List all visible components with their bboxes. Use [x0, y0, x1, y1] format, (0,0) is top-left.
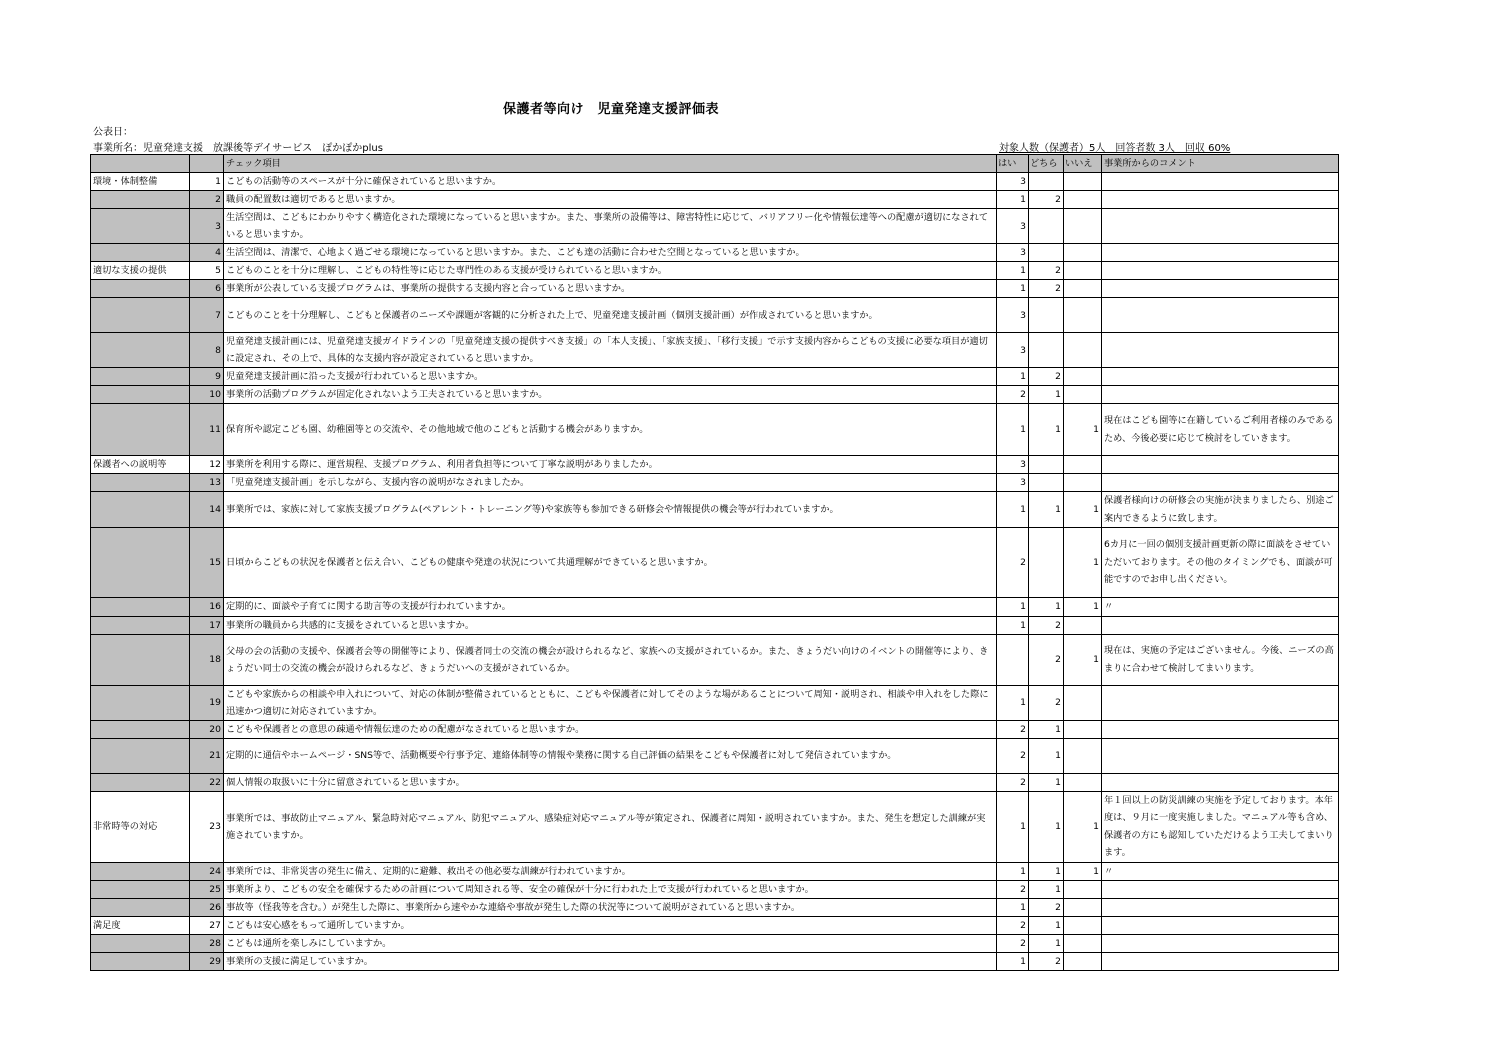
row-check-item: 定期的に通信やホームページ・SNS等で、活動概要や行事予定、連絡体制等の情報や業務に関する自己評価の結果をこどもや保護者に対して発信されていますか。	[224, 738, 997, 773]
row-neutral-count: 2	[1029, 616, 1064, 634]
row-neutral-count: 1	[1029, 917, 1064, 935]
table-row	[91, 173, 1339, 191]
row-no-count: 1	[1064, 528, 1102, 598]
row-number: 20	[190, 720, 224, 738]
header-neutral: どちら	[1029, 155, 1064, 173]
row-check-item: 生活空間は、こどもにわかりやすく構造化された環境になっていると思いますか。また、事業所の設備等は、障害特性に応じて、バリアフリー化や情報伝達等への配慮が適切になされていると思いますか。	[224, 209, 997, 244]
row-no-count: 1	[1064, 598, 1102, 617]
row-number: 21	[190, 738, 224, 773]
row-number: 24	[190, 862, 224, 881]
row-neutral-count: 2	[1029, 899, 1064, 917]
row-no-count: 1	[1064, 791, 1102, 862]
row-yes-count: 1	[997, 598, 1029, 617]
table-row	[91, 404, 1339, 456]
table-row	[91, 953, 1339, 971]
row-no-count	[1064, 280, 1102, 298]
row-comment	[1102, 738, 1339, 773]
header-comment: 事業所からのコメント	[1102, 155, 1339, 173]
row-neutral-count: 1	[1029, 935, 1064, 953]
row-yes-count: 2	[997, 720, 1029, 738]
row-no-count	[1064, 881, 1102, 899]
row-yes-count	[997, 634, 1029, 685]
row-yes-count: 3	[997, 474, 1029, 492]
row-yes-count: 2	[997, 386, 1029, 404]
row-neutral-count	[1029, 528, 1064, 598]
row-number: 1	[190, 173, 224, 191]
row-no-count	[1064, 244, 1102, 262]
row-yes-count: 1	[997, 616, 1029, 634]
row-no-count	[1064, 720, 1102, 738]
row-comment: 現在はこども園等に在籍しているご利用者様のみであるため、今後必要に応じて検討をしていきます。	[1102, 404, 1339, 456]
row-category	[91, 634, 190, 685]
table-row	[91, 474, 1339, 492]
row-comment	[1102, 881, 1339, 899]
row-no-count	[1064, 386, 1102, 404]
row-check-item: 事業所では、非常災害の発生に備え、定期的に避難、救出その他必要な訓練が行われていますか。	[224, 862, 997, 881]
row-number: 22	[190, 773, 224, 791]
row-category	[91, 244, 190, 262]
table-row	[91, 634, 1339, 685]
table-row	[91, 492, 1339, 528]
row-yes-count: 1	[997, 404, 1029, 456]
row-number: 4	[190, 244, 224, 262]
row-neutral-count: 1	[1029, 386, 1064, 404]
table-row	[91, 616, 1339, 634]
table-header	[91, 155, 1339, 173]
row-comment: 6カ月に一回の個別支援計画更新の際に面談をさせていただいております。その他のタイミングでも、面談が可能ですのでお申し出ください。	[1102, 528, 1339, 598]
row-yes-count: 3	[997, 244, 1029, 262]
row-neutral-count: 2	[1029, 191, 1064, 209]
row-comment	[1102, 298, 1339, 333]
row-no-count	[1064, 738, 1102, 773]
row-yes-count: 2	[997, 935, 1029, 953]
row-comment: 〃	[1102, 862, 1339, 881]
row-neutral-count: 1	[1029, 492, 1064, 528]
row-yes-count: 1	[997, 492, 1029, 528]
row-yes-count: 1	[997, 685, 1029, 720]
table-row	[91, 262, 1339, 280]
row-no-count: 1	[1064, 862, 1102, 881]
row-comment	[1102, 333, 1339, 368]
row-comment	[1102, 685, 1339, 720]
header-no: いいえ	[1064, 155, 1102, 173]
row-comment	[1102, 935, 1339, 953]
table-row	[91, 456, 1339, 474]
row-category	[91, 386, 190, 404]
table-row	[91, 209, 1339, 244]
row-check-item: 事業所の職員から共感的に支援をされていると思いますか。	[224, 616, 997, 634]
row-category	[91, 899, 190, 917]
table-row	[91, 298, 1339, 333]
header-item: チェック項目	[224, 155, 997, 173]
response-counts: 対象人数（保護者）5人 回答者数 3人 回収 60%	[999, 143, 1231, 154]
row-check-item: こどもの活動等のスペースが十分に確保されていると思いますか。	[224, 173, 997, 191]
row-no-count	[1064, 191, 1102, 209]
row-no-count	[1064, 917, 1102, 935]
row-category	[91, 738, 190, 773]
row-comment: 現在は、実施の予定はございません。今後、ニーズの高まりに合わせて検討してまいります。	[1102, 634, 1339, 685]
row-check-item: 保育所や認定こども園、幼稚園等との交流や、その他地域で他のこどもと活動する機会がありますか。	[224, 404, 997, 456]
row-comment	[1102, 209, 1339, 244]
row-number: 13	[190, 474, 224, 492]
row-neutral-count	[1029, 173, 1064, 191]
row-neutral-count: 2	[1029, 685, 1064, 720]
row-number: 6	[190, 280, 224, 298]
row-no-count: 1	[1064, 404, 1102, 456]
row-number: 12	[190, 456, 224, 474]
row-check-item: こどものことを十分理解し、こどもと保護者のニーズや課題が客観的に分析された上で、児童発達支援計画（個別支援計画）が作成されていると思いますか。	[224, 298, 997, 333]
row-category	[91, 773, 190, 791]
table-row	[91, 917, 1339, 935]
row-neutral-count	[1029, 474, 1064, 492]
row-neutral-count: 1	[1029, 720, 1064, 738]
row-category: 適切な支援の提供	[91, 262, 190, 280]
row-category	[91, 685, 190, 720]
row-category	[91, 720, 190, 738]
row-category	[91, 953, 190, 971]
row-number: 14	[190, 492, 224, 528]
table-row	[91, 528, 1339, 598]
table-row	[91, 881, 1339, 899]
row-neutral-count: 2	[1029, 280, 1064, 298]
publication-date: 公表日：	[93, 127, 133, 138]
row-number: 10	[190, 386, 224, 404]
row-no-count	[1064, 685, 1102, 720]
row-check-item: こどもや保護者との意思の疎通や情報伝達のための配慮がなされていると思いますか。	[224, 720, 997, 738]
row-number: 11	[190, 404, 224, 456]
row-no-count	[1064, 262, 1102, 280]
table-row	[91, 685, 1339, 720]
row-neutral-count: 2	[1029, 262, 1064, 280]
row-check-item: こどもは安心感をもって通所していますか。	[224, 917, 997, 935]
row-yes-count: 2	[997, 881, 1029, 899]
row-yes-count: 3	[997, 209, 1029, 244]
row-neutral-count	[1029, 456, 1064, 474]
table-row	[91, 368, 1339, 386]
row-number: 8	[190, 333, 224, 368]
row-category	[91, 333, 190, 368]
row-no-count	[1064, 935, 1102, 953]
row-category	[91, 298, 190, 333]
table-row	[91, 386, 1339, 404]
row-no-count	[1064, 616, 1102, 634]
row-yes-count: 2	[997, 528, 1029, 598]
row-number: 17	[190, 616, 224, 634]
table-row	[91, 720, 1339, 738]
table-row	[91, 598, 1339, 617]
row-category	[91, 209, 190, 244]
row-check-item: こどものことを十分に理解し、こどもの特性等に応じた専門性のある支援が受けられていると思いますか。	[224, 262, 997, 280]
table-row	[91, 244, 1339, 262]
row-category	[91, 404, 190, 456]
row-neutral-count: 2	[1029, 368, 1064, 386]
row-yes-count: 2	[997, 773, 1029, 791]
row-check-item: 定期的に、面談や子育てに関する助言等の支援が行われていますか。	[224, 598, 997, 617]
row-yes-count: 3	[997, 456, 1029, 474]
row-check-item: 事業所が公表している支援プログラムは、事業所の提供する支援内容と合っていると思いますか。	[224, 280, 997, 298]
row-yes-count: 1	[997, 899, 1029, 917]
row-neutral-count: 1	[1029, 598, 1064, 617]
row-comment	[1102, 368, 1339, 386]
row-category	[91, 492, 190, 528]
row-yes-count: 1	[997, 280, 1029, 298]
row-category	[91, 280, 190, 298]
row-neutral-count: 1	[1029, 738, 1064, 773]
row-no-count	[1064, 953, 1102, 971]
table-row	[91, 191, 1339, 209]
row-category: 保護者への説明等	[91, 456, 190, 474]
header-number	[190, 155, 224, 173]
row-comment	[1102, 173, 1339, 191]
row-yes-count: 1	[997, 262, 1029, 280]
table-row	[91, 935, 1339, 953]
row-comment	[1102, 262, 1339, 280]
facility-name: 事業所名：児童発達支援 放課後等デイサービス ぽかぽかplus	[93, 143, 383, 154]
row-comment	[1102, 917, 1339, 935]
row-check-item: 児童発達支援計画には、児童発達支援ガイドラインの「児童発達支援の提供すべき支援」の「本人支援」、「家族支援」、「移行支援」で示す支援内容からこどもの支援に必要な項目が適切に設定され、その上で、具体的な支援内容が設定されていると思いますか。	[224, 333, 997, 368]
table-row	[91, 738, 1339, 773]
row-neutral-count	[1029, 209, 1064, 244]
row-category: 非常時等の対応	[91, 791, 190, 862]
row-neutral-count: 1	[1029, 881, 1064, 899]
row-comment	[1102, 191, 1339, 209]
row-neutral-count	[1029, 333, 1064, 368]
row-number: 29	[190, 953, 224, 971]
row-no-count	[1064, 456, 1102, 474]
row-number: 15	[190, 528, 224, 598]
table-row	[91, 280, 1339, 298]
row-comment: 年１回以上の防災訓練の実施を予定しております。本年度は、９月に一度実施しました。マニュアル等も含め、保護者の方にも認知していただけるよう工夫してまいります。	[1102, 791, 1339, 862]
row-check-item: 日頃からこどもの状況を保護者と伝え合い、こどもの健康や発達の状況について共通理解ができていると思いますか。	[224, 528, 997, 598]
row-no-count	[1064, 209, 1102, 244]
row-category	[91, 191, 190, 209]
row-comment	[1102, 456, 1339, 474]
row-comment: 保護者様向けの研修会の実施が決まりましたら、別途ご案内できるように致します。	[1102, 492, 1339, 528]
row-number: 18	[190, 634, 224, 685]
row-yes-count: 1	[997, 191, 1029, 209]
row-check-item: こどもや家族からの相談や申入れについて、対応の体制が整備されているとともに、こどもや保護者に対してそのような場があることについて周知・説明され、相談や申入れをした際に迅速かつ適切に対応されていますか。	[224, 685, 997, 720]
row-check-item: 父母の会の活動の支援や、保護者会等の開催等により、保護者同士の交流の機会が設けられるなど、家族への支援がされているか。また、きょうだい向けのイベントの開催等により、きょうだい同士の交流の機会が設けられるなど、きょうだいへの支援がされているか。	[224, 634, 997, 685]
row-no-count: 1	[1064, 492, 1102, 528]
row-check-item: 事業所では、事故防止マニュアル、緊急時対応マニュアル、防犯マニュアル、感染症対応マニュアル等が策定され、保護者に周知・説明されていますか。また、発生を想定した訓練が実施されていますか。	[224, 791, 997, 862]
row-no-count	[1064, 298, 1102, 333]
row-comment	[1102, 244, 1339, 262]
row-number: 5	[190, 262, 224, 280]
row-category	[91, 616, 190, 634]
row-yes-count: 1	[997, 791, 1029, 862]
row-number: 2	[190, 191, 224, 209]
row-category: 満足度	[91, 917, 190, 935]
table-row	[91, 773, 1339, 791]
row-check-item: 生活空間は、清潔で、心地よく過ごせる環境になっていると思いますか。また、こども達の活動に合わせた空間となっていると思いますか。	[224, 244, 997, 262]
row-comment: 〃	[1102, 598, 1339, 617]
header-category	[91, 155, 190, 173]
row-yes-count: 1	[997, 862, 1029, 881]
row-number: 16	[190, 598, 224, 617]
row-category	[91, 474, 190, 492]
row-yes-count: 3	[997, 173, 1029, 191]
row-comment	[1102, 773, 1339, 791]
row-number: 23	[190, 791, 224, 862]
row-neutral-count: 1	[1029, 791, 1064, 862]
row-neutral-count: 1	[1029, 773, 1064, 791]
row-check-item: 事業所より、こどもの安全を確保するための計画について周知される等、安全の確保が十分に行われた上で支援が行われていると思いますか。	[224, 881, 997, 899]
row-yes-count: 2	[997, 917, 1029, 935]
row-neutral-count: 2	[1029, 953, 1064, 971]
row-yes-count: 1	[997, 368, 1029, 386]
evaluation-table	[90, 154, 1339, 971]
row-no-count	[1064, 368, 1102, 386]
row-number: 7	[190, 298, 224, 333]
row-number: 26	[190, 899, 224, 917]
row-number: 9	[190, 368, 224, 386]
table-row	[91, 899, 1339, 917]
row-comment	[1102, 280, 1339, 298]
row-neutral-count	[1029, 298, 1064, 333]
row-category	[91, 598, 190, 617]
row-check-item: 事故等（怪我等を含む。）が発生した際に、事業所から速やかな連絡や事故が発生した際の状況等について説明がされていると思いますか。	[224, 899, 997, 917]
row-neutral-count: 2	[1029, 634, 1064, 685]
row-yes-count: 3	[997, 298, 1029, 333]
table-row	[91, 862, 1339, 881]
row-check-item: 個人情報の取扱いに十分に留意されていると思いますか。	[224, 773, 997, 791]
row-comment	[1102, 899, 1339, 917]
row-number: 3	[190, 209, 224, 244]
row-comment	[1102, 953, 1339, 971]
row-yes-count: 3	[997, 333, 1029, 368]
table-row	[91, 333, 1339, 368]
row-category	[91, 528, 190, 598]
row-check-item: 事業所の活動プログラムが固定化されないよう工夫されていると思いますか。	[224, 386, 997, 404]
row-check-item: こどもは通所を楽しみにしていますか。	[224, 935, 997, 953]
table-row	[91, 791, 1339, 862]
row-category	[91, 935, 190, 953]
row-no-count	[1064, 173, 1102, 191]
page-title: 保護者等向け 児童発達支援評価表	[502, 102, 719, 117]
row-yes-count: 1	[997, 953, 1029, 971]
row-number: 19	[190, 685, 224, 720]
row-no-count: 1	[1064, 634, 1102, 685]
row-number: 28	[190, 935, 224, 953]
row-comment	[1102, 474, 1339, 492]
row-no-count	[1064, 333, 1102, 368]
row-neutral-count: 1	[1029, 862, 1064, 881]
row-no-count	[1064, 773, 1102, 791]
row-check-item: 「児童発達支援計画」を示しながら、支援内容の説明がなされましたか。	[224, 474, 997, 492]
row-neutral-count	[1029, 244, 1064, 262]
row-comment	[1102, 720, 1339, 738]
header-yes: はい	[997, 155, 1029, 173]
row-check-item: 事業所を利用する際に、運営規程、支援プログラム、利用者負担等について丁寧な説明がありましたか。	[224, 456, 997, 474]
row-no-count	[1064, 474, 1102, 492]
row-number: 25	[190, 881, 224, 899]
row-no-count	[1064, 899, 1102, 917]
row-neutral-count: 1	[1029, 404, 1064, 456]
row-check-item: 児童発達支援計画に沿った支援が行われていると思いますか。	[224, 368, 997, 386]
row-category	[91, 368, 190, 386]
row-yes-count: 2	[997, 738, 1029, 773]
row-category	[91, 881, 190, 899]
row-check-item: 事業所の支援に満足していますか。	[224, 953, 997, 971]
row-category	[91, 862, 190, 881]
row-number: 27	[190, 917, 224, 935]
row-check-item: 職員の配置数は適切であると思いますか。	[224, 191, 997, 209]
row-category: 環境・体制整備	[91, 173, 190, 191]
row-check-item: 事業所では、家族に対して家族支援プログラム(ペアレント・トレーニング等)や家族等も参加できる研修会や情報提供の機会等が行われていますか。	[224, 492, 997, 528]
row-comment	[1102, 616, 1339, 634]
row-comment	[1102, 386, 1339, 404]
